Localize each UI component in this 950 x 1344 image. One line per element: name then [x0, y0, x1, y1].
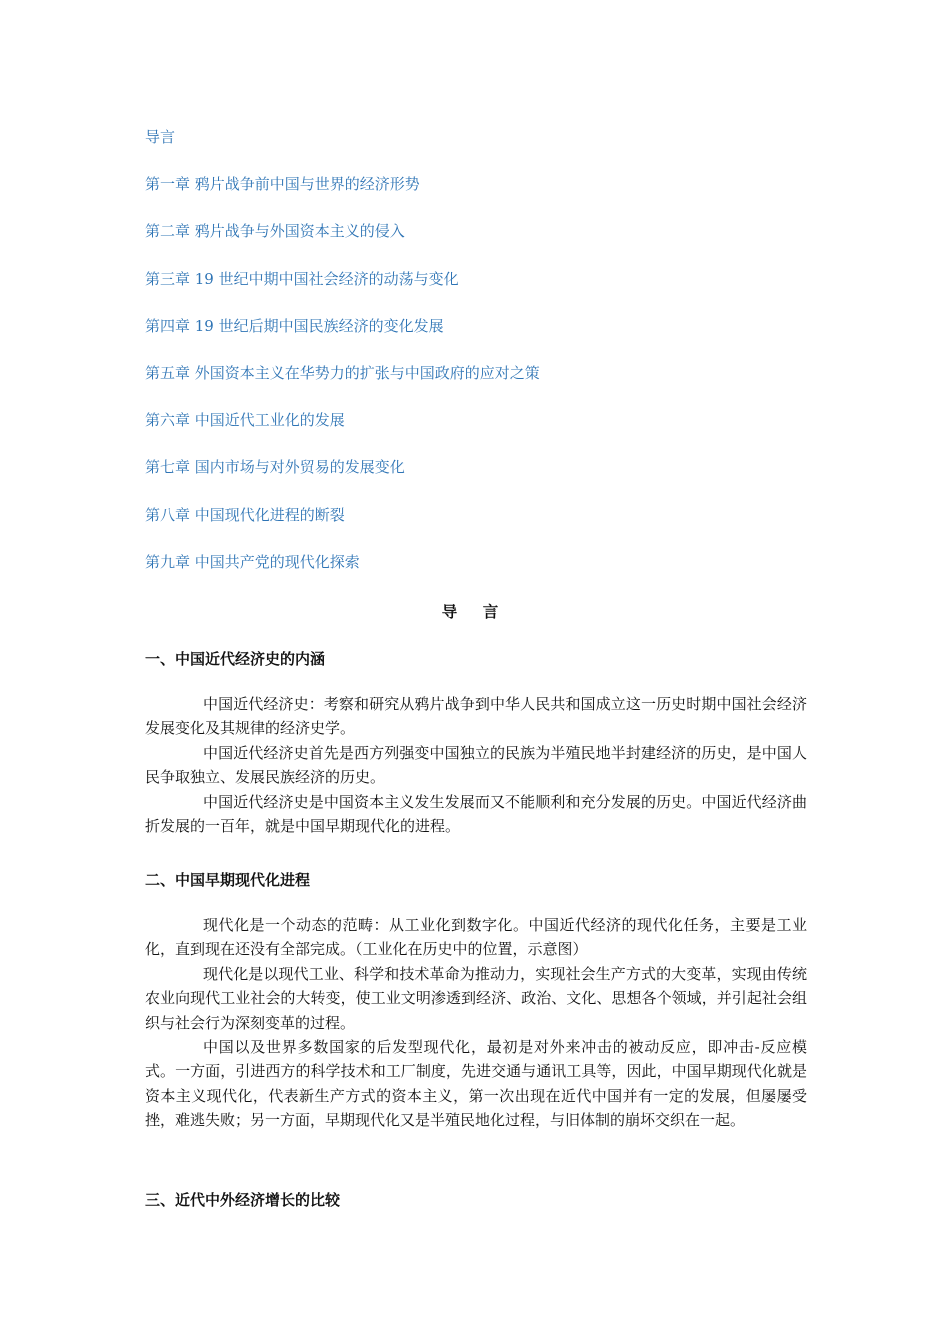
toc-link-chapter-1[interactable]: 第一章 鸦片战争前中国与世界的经济形势	[145, 175, 420, 194]
paragraph: 中国以及世界多数国家的后发型现代化，最初是对外来冲击的被动反应，即冲击-反应模式。一方面，引进西方的科学技术和工厂制度，先进交通与通讯工具等，因此，中国早期现代化就是资本主义现代化，代表新生产方式的资本主义，第一次出现在近代中国并有一定的发展，但屡屡受挫，难逃失败；另一方面，早期现代化又是半殖民地化过程，与旧体制的崩坏交织在一起。	[145, 1038, 807, 1130]
paragraph: 中国近代经济史首先是西方列强变中国独立的民族为半殖民地半封建经济的历史，是中国人民争取独立、发展民族经济的历史。	[145, 743, 807, 787]
toc-link-chapter-6[interactable]: 第六章 中国近代工业化的发展	[145, 411, 345, 430]
toc-link-introduction[interactable]: 导言	[145, 128, 176, 146]
table-of-contents	[145, 126, 825, 598]
section-heading-3: 三、近代中外经济增长的比较	[145, 1191, 341, 1209]
toc-link-chapter-9[interactable]: 第九章 中国共产党的现代化探索	[145, 552, 360, 571]
section-heading-2: 二、中国早期现代化进程	[145, 871, 311, 889]
section-body-2	[145, 913, 807, 1133]
section-body-1	[145, 692, 807, 838]
toc-link-chapter-2[interactable]: 第二章 鸦片战争与外国资本主义的侵入	[145, 222, 405, 241]
toc-link-chapter-7[interactable]: 第七章 国内市场与对外贸易的发展变化	[145, 458, 405, 477]
paragraph: 中国近代经济史是中国资本主义发生发展而又不能顺利和充分发展的历史。中国近代经济曲折发展的一百年，就是中国早期现代化的进程。	[145, 792, 807, 836]
toc-link-chapter-5[interactable]: 第五章 外国资本主义在华势力的扩张与中国政府的应对之策	[145, 363, 540, 382]
section-heading-1: 一、中国近代经济史的内涵	[145, 650, 326, 668]
paragraph: 现代化是一个动态的范畴：从工业化到数字化。中国近代经济的现代化任务，主要是工业化，直到现在还没有全部完成。（工业化在历史中的位置，示意图）	[145, 916, 807, 959]
paragraph: 现代化是以现代工业、科学和技术革命为推动力，实现社会生产方式的大变革，实现由传统农业向现代工业社会的大转变，使工业文明渗透到经济、政治、文化、思想各个领域，并引起社会组织与社会行为深刻变革的过程。	[145, 964, 807, 1032]
section-title: 导 言	[441, 603, 509, 621]
paragraph: 中国近代经济史：考察和研究从鸦片战争到中华人民共和国成立这一历史时期中国社会经济发展变化及其规律的经济史学。	[145, 695, 807, 738]
toc-link-chapter-3[interactable]: 第三章 19 世纪中期中国社会经济的动荡与变化	[145, 269, 459, 288]
toc-link-chapter-8[interactable]: 第八章 中国现代化进程的断裂	[145, 505, 345, 524]
toc-link-chapter-4[interactable]: 第四章 19 世纪后期中国民族经济的变化发展	[145, 316, 444, 335]
